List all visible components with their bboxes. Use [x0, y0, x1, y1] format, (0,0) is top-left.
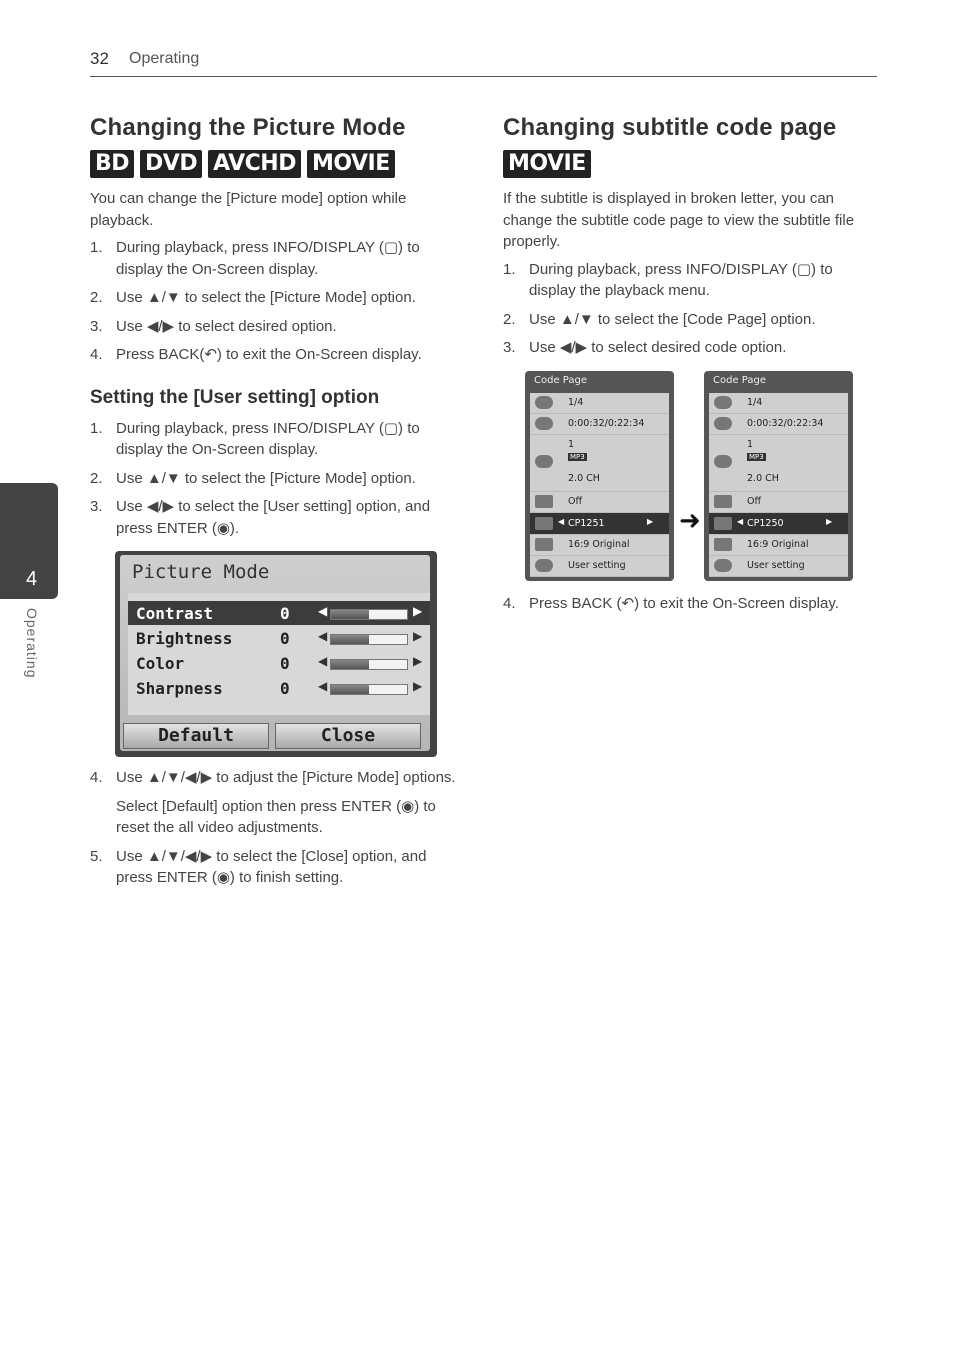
- picture-mode-osd: [115, 551, 437, 757]
- step-item: [90, 287, 462, 309]
- code-page-icon: [714, 517, 732, 530]
- aspect-row[interactable]: [709, 535, 848, 556]
- picture-icon: [714, 559, 732, 572]
- picture-value: User setting: [568, 559, 626, 571]
- aspect-value: 16:9 Original: [568, 538, 630, 550]
- step-text: Use ◀/▶ to select the [User setting] option, and press ENTER (◉).: [116, 498, 431, 537]
- step-item: [503, 259, 875, 302]
- step-item: [503, 593, 875, 615]
- left-arrow-icon[interactable]: ◀: [318, 654, 328, 668]
- page-header: [90, 46, 877, 77]
- step-item: [90, 237, 462, 280]
- disc-badges: [90, 150, 462, 178]
- level-slider[interactable]: [330, 634, 408, 645]
- code-page-value: CP1250: [747, 517, 784, 529]
- left-arrow-icon[interactable]: ◀: [318, 679, 328, 693]
- step-number: 1.: [503, 260, 516, 278]
- step-number: 3.: [503, 339, 516, 356]
- audio-track: 1: [568, 438, 575, 450]
- step-item: [90, 316, 462, 338]
- step-number: 1.: [90, 419, 103, 437]
- subtitle-value: Off: [747, 495, 762, 507]
- time-row[interactable]: [530, 414, 669, 435]
- osd-row-sharpness[interactable]: [128, 676, 430, 700]
- after-steps-list-2: [90, 846, 462, 889]
- subtitle-icon: [535, 495, 553, 508]
- chapter-value: 1/4: [747, 396, 763, 408]
- close-button[interactable]: Close: [275, 723, 421, 749]
- aspect-value: 16:9 Original: [747, 538, 809, 550]
- level-fill: [331, 610, 369, 619]
- osd-row-label: Brightness: [136, 629, 233, 648]
- section-name: Operating: [129, 50, 200, 67]
- left-arrow-icon[interactable]: ◀: [737, 516, 744, 526]
- osd-row-label: Color: [136, 654, 185, 673]
- step-item: [90, 496, 462, 539]
- right-arrow-icon[interactable]: ▶: [413, 679, 423, 693]
- page-number: 32: [90, 49, 109, 68]
- left-arrow-icon[interactable]: ◀: [318, 629, 328, 643]
- badge-avchd: AVCHD: [208, 150, 301, 178]
- level-slider[interactable]: [330, 684, 408, 695]
- subtitle-value: Off: [568, 495, 583, 507]
- right-arrow-icon[interactable]: ▶: [413, 654, 423, 668]
- step-text: Use ▲/▼/◀/▶ to select the [Close] option, and press ENTER (◉) to finish setting.: [116, 847, 427, 886]
- steps-list: [90, 237, 462, 366]
- right-arrow-icon[interactable]: ▶: [413, 604, 423, 618]
- osd-window: [120, 555, 430, 751]
- chapter-value: 1/4: [568, 396, 584, 408]
- screen-body: [530, 393, 669, 577]
- speaker-icon: [714, 455, 732, 468]
- osd-row-contrast[interactable]: [128, 601, 430, 625]
- level-fill: [331, 660, 369, 669]
- badge-bd: BD: [90, 150, 134, 178]
- disc-icon: [714, 396, 732, 409]
- audio-codec: MP3: [570, 452, 585, 461]
- step-number: 3.: [90, 317, 103, 335]
- aspect-row[interactable]: [530, 535, 669, 556]
- step-number: 4.: [503, 594, 516, 612]
- right-arrow-icon[interactable]: ▶: [826, 516, 833, 526]
- step-text: Use ▲/▼ to select the [Code Page] option.: [529, 310, 816, 328]
- left-arrow-icon[interactable]: ◀: [318, 604, 328, 618]
- code-page-row[interactable]: [530, 513, 669, 535]
- audio-channels: 2.0 CH: [568, 472, 600, 484]
- left-column: [90, 108, 462, 896]
- step-text: Use ◀/▶ to select desired code option.: [529, 339, 787, 356]
- badge-movie: MOVIE: [307, 150, 395, 178]
- subtitle-code-page-heading: Changing subtitle code page: [503, 114, 837, 141]
- step-item: [90, 418, 462, 461]
- badge-dvd: DVD: [140, 150, 202, 178]
- audio-row[interactable]: [709, 435, 848, 492]
- intro-text: You can change the [Picture mode] option while playback.: [90, 190, 407, 229]
- step-text: During playback, press INFO/DISPLAY (▢) to display the On-Screen display.: [116, 239, 420, 278]
- osd-row-color[interactable]: [128, 651, 430, 675]
- step-text: Press BACK (↶) to exit the On-Screen display.: [529, 594, 839, 612]
- final-step-list: [503, 593, 875, 615]
- osd-row-value: 0: [280, 629, 290, 648]
- time-value: 0:00:32/0:22:34: [747, 417, 824, 429]
- audio-codec: MP3: [749, 452, 764, 461]
- step-text: During playback, press INFO/DISPLAY (▢) to display the playback menu.: [529, 260, 833, 299]
- step-item: [90, 846, 462, 889]
- audio-channels: 2.0 CH: [747, 472, 779, 484]
- user-setting-heading: Setting the [User setting] option: [90, 386, 380, 408]
- picture-mode-heading: Changing the Picture Mode: [90, 114, 406, 141]
- audio-track: 1: [747, 438, 754, 450]
- level-slider[interactable]: [330, 609, 408, 620]
- steps-list: [503, 259, 875, 359]
- osd-row-label: Contrast: [136, 604, 214, 623]
- clock-icon: [714, 417, 732, 430]
- step-number: 2.: [90, 469, 103, 487]
- time-row[interactable]: [709, 414, 848, 435]
- step-number: 2.: [503, 310, 516, 328]
- osd-row-label: Sharpness: [136, 679, 223, 698]
- osd-row-brightness[interactable]: [128, 626, 430, 650]
- step-item: [503, 337, 875, 359]
- code-page-screen-after: [704, 371, 853, 581]
- code-page-screens: [525, 371, 897, 583]
- step-number: 4.: [90, 769, 103, 786]
- step-number: 1.: [90, 239, 103, 256]
- default-note: Select [Default] option then press ENTER (◉) to reset the all video adjustments.: [116, 797, 436, 836]
- code-page-row[interactable]: [709, 513, 848, 535]
- level-fill: [331, 635, 369, 644]
- level-fill: [331, 685, 369, 694]
- code-page-icon: [535, 517, 553, 530]
- screen-title: Code Page: [713, 374, 766, 386]
- clock-icon: [535, 417, 553, 430]
- screen-title: Code Page: [534, 374, 587, 386]
- chapter-number: 4: [26, 568, 38, 590]
- step-item: [503, 309, 875, 331]
- step-item: [90, 344, 462, 366]
- left-arrow-icon[interactable]: ◀: [558, 516, 565, 526]
- osd-row-value: 0: [280, 604, 290, 623]
- disc-icon: [535, 396, 553, 409]
- intro-text: If the subtitle is displayed in broken letter, you can change the subtitle code page to view the subtitle file properly.: [503, 190, 855, 250]
- step-text: Use ▲/▼ to select the [Picture Mode] option.: [116, 469, 416, 487]
- disc-badges: [503, 150, 875, 178]
- aspect-icon: [535, 538, 553, 551]
- osd-title: Picture Mode: [132, 561, 270, 583]
- step-item: [90, 468, 462, 490]
- code-page-screen-before: [525, 371, 674, 581]
- screen-body: [709, 393, 848, 577]
- picture-value: User setting: [747, 559, 805, 571]
- after-steps-list: [90, 767, 462, 789]
- step-text: Use ◀/▶ to select desired option.: [116, 317, 337, 335]
- default-button[interactable]: Default: [123, 723, 269, 749]
- picture-row[interactable]: [709, 556, 848, 577]
- step-text: Press BACK(↶) to exit the On-Screen display.: [116, 346, 422, 363]
- right-column: [503, 108, 875, 621]
- step-item: [90, 767, 462, 789]
- right-arrow-icon[interactable]: ▶: [647, 516, 654, 526]
- subtitle-row[interactable]: [530, 492, 669, 513]
- code-page-value: CP1251: [568, 517, 605, 529]
- step-text: During playback, press INFO/DISPLAY (▢) to display the On-Screen display.: [116, 419, 420, 458]
- step-number: 5.: [90, 847, 103, 865]
- aspect-icon: [714, 538, 732, 551]
- time-value: 0:00:32/0:22:34: [568, 417, 645, 429]
- picture-icon: [535, 559, 553, 572]
- osd-row-value: 0: [280, 654, 290, 673]
- arrow-right-icon: ➜: [679, 504, 701, 535]
- step-text: Use ▲/▼/◀/▶ to adjust the [Picture Mode] options.: [116, 769, 456, 786]
- osd-panel: [128, 593, 430, 715]
- audio-row[interactable]: [530, 435, 669, 492]
- chapter-label: Operating: [24, 608, 40, 679]
- level-slider[interactable]: [330, 659, 408, 670]
- step-number: 3.: [90, 498, 103, 515]
- osd-row-value: 0: [280, 679, 290, 698]
- subtitle-row[interactable]: [709, 492, 848, 513]
- chapter-row[interactable]: [530, 393, 669, 414]
- badge-movie: MOVIE: [503, 150, 591, 178]
- speaker-icon: [535, 455, 553, 468]
- step-number: 4.: [90, 346, 103, 363]
- subtitle-icon: [714, 495, 732, 508]
- sub-steps-list: [90, 418, 462, 540]
- right-arrow-icon[interactable]: ▶: [413, 629, 423, 643]
- step-text: Use ▲/▼ to select the [Picture Mode] option.: [116, 289, 416, 306]
- step-number: 2.: [90, 289, 103, 306]
- chapter-row[interactable]: [709, 393, 848, 414]
- picture-row[interactable]: [530, 556, 669, 577]
